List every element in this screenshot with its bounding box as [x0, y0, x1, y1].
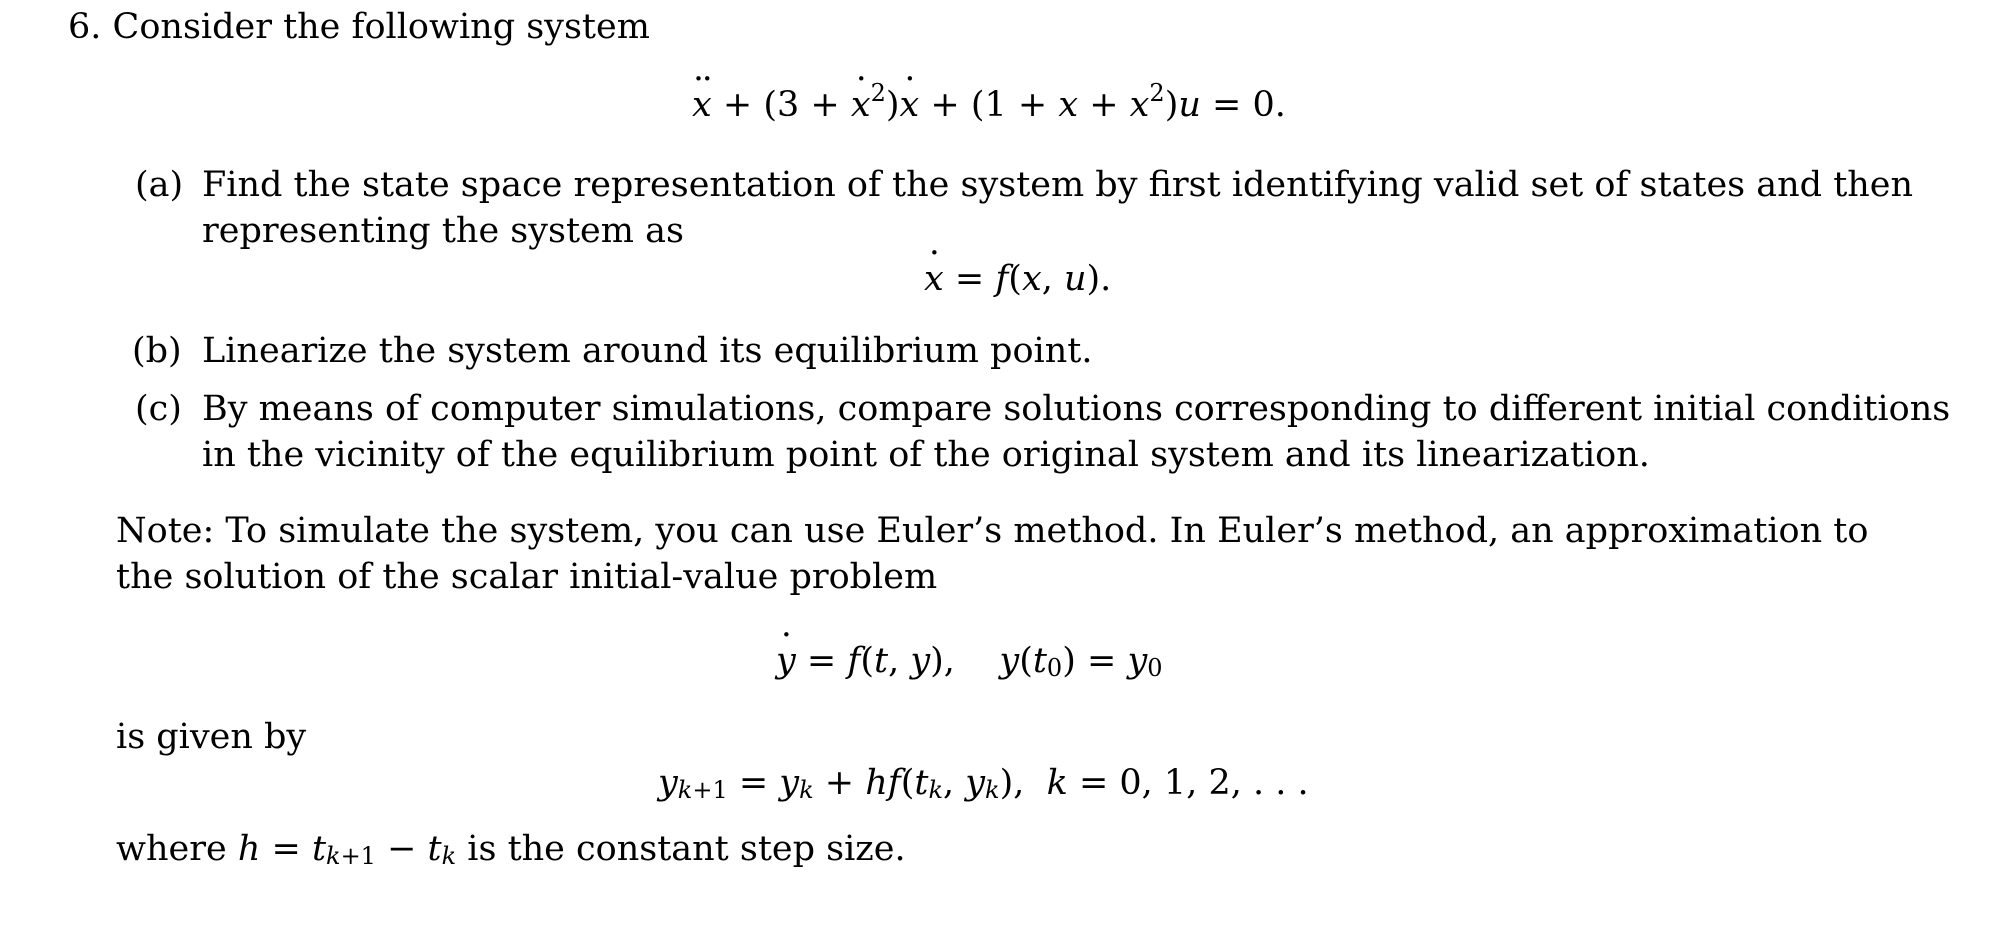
problem-heading [68, 4, 650, 50]
euler-equation: $y_{k+1} = y_k + hf(t_k$, $y_k$), k = 0, 1, 2, . . . [658, 763, 1309, 804]
part-c-line1: By means of computer simulations, compare solutions corresponding to different initial conditions [202, 389, 1951, 429]
part-a-line1: Find the state space representation of the system by first identifying valid set of states and then [202, 165, 1914, 205]
note-line2: the solution of the scalar initial-value problem [116, 557, 938, 597]
part-a-label: (a) [135, 165, 184, 205]
part-c-label: (c) [135, 389, 182, 429]
part-c-line2: in the vicinity of the equilibrium point of the original system and its linearization. [202, 435, 1650, 475]
where-suffix: is the constant step size. [467, 829, 906, 869]
main-equation: x ·· + (3 + x ·$^2$)x · + $(1 + x + x^2)u = 0$. [692, 82, 1286, 128]
given-by-text: is given by [116, 717, 307, 757]
note-line1: Note: To simulate the system, you can use Euler’s method. In Euler’s method, an approximation to [116, 511, 1869, 551]
ivp-equation: y · = f(t, y), $y(t_0) = y_0$ [776, 638, 1163, 684]
part-b-label: (b) [132, 331, 182, 371]
step-size-math: $h = t_{k+1} - t_k$ [237, 829, 457, 870]
part-a-line2: representing the system as [202, 211, 684, 251]
problem-number: 6. [68, 7, 102, 47]
part-b-line1: Linearize the system around its equilibrium point. [202, 331, 1093, 371]
problem-intro: Consider the following system [112, 7, 650, 47]
part-a-equation: x · = f(x, u). [924, 256, 1111, 302]
where-line [116, 826, 906, 872]
where-prefix: where [116, 829, 227, 869]
